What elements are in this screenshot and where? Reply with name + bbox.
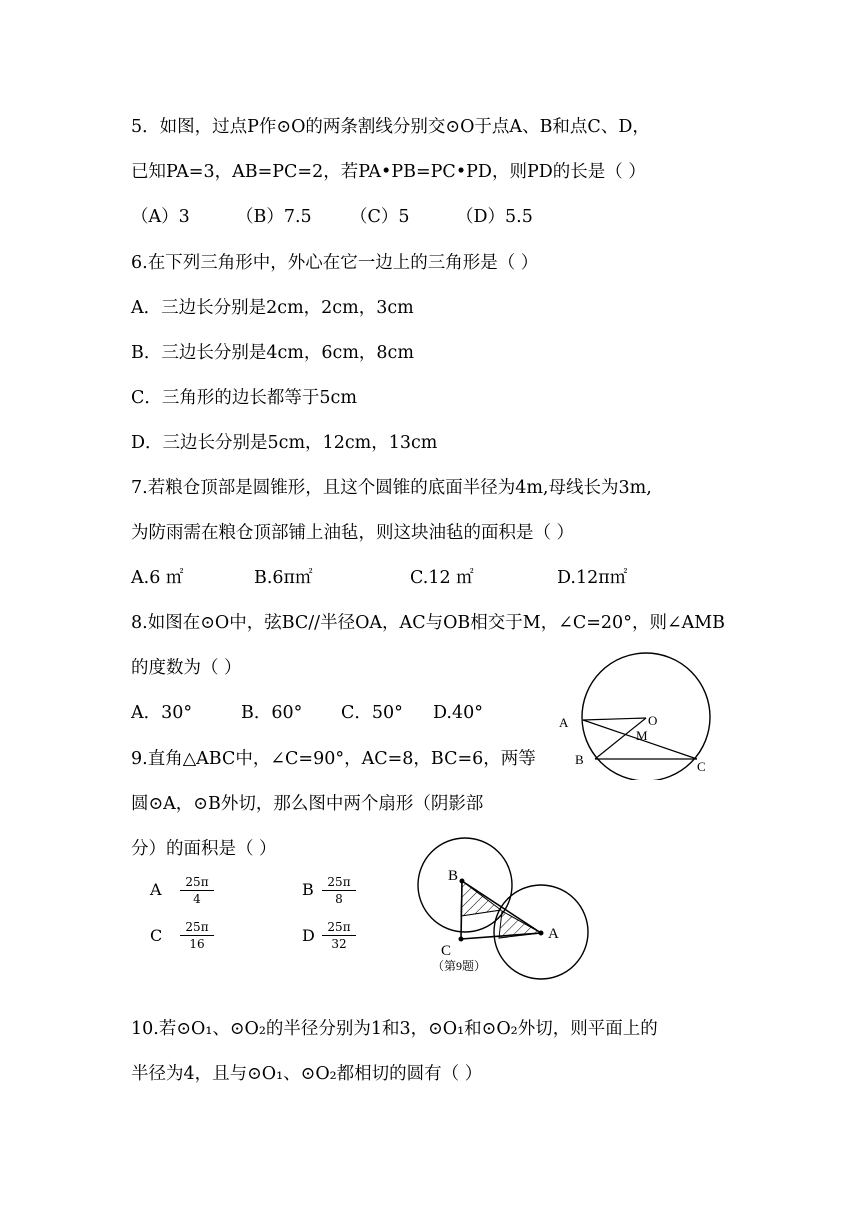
q8-radius-oa: [583, 718, 646, 720]
q8-option-b: B．60°: [241, 703, 303, 723]
q7-stem-line-2: 为防雨需在粮仓顶部铺上油毡，则这块油毡的面积是（ ）: [131, 523, 575, 543]
q9-option-b-denominator: 8: [335, 892, 343, 906]
q9-sector-b: [461, 881, 501, 916]
q5-option-c: （C）5: [350, 207, 410, 227]
q9-point-b: [460, 879, 465, 884]
q5-option-b: （B）7.5: [236, 207, 312, 227]
q8-label-o: O: [648, 713, 658, 728]
q5-stem-line-1: 5．如图，过点P作⊙O的两条割线分别交⊙O于点A、B和点C、D，: [131, 117, 650, 137]
q8-option-d: D.40°: [433, 703, 483, 723]
q9-option-d-fraction: [322, 920, 356, 951]
q7-option-a: A.6 ㎡: [131, 568, 184, 588]
q9-option-a-fraction: [180, 875, 214, 906]
q9-option-c-letter: C: [150, 926, 163, 945]
q8-label-a: A: [559, 715, 569, 730]
q7-option-b: B.6π㎡: [254, 568, 313, 588]
q6-option-a: A．三边长分别是2cm，2cm，3cm: [131, 298, 414, 318]
q9-option-b-numerator: 25π: [322, 875, 356, 891]
q8-label-b: B: [575, 752, 584, 767]
q8-label-m: M: [636, 728, 648, 743]
q9-option-c-fraction: [180, 920, 214, 951]
q7-option-d: D.12π㎡: [557, 568, 628, 588]
q9-tangent-circles-figure: [410, 830, 600, 990]
q9-option-d-denominator: 32: [331, 937, 347, 951]
q8-option-a: A．30°: [131, 703, 193, 723]
q9-caption: （第9题）: [432, 959, 487, 973]
q9-option-a-letter: A: [150, 880, 162, 899]
q9-stem-line-1: 9.直角△ABC中，∠C=90°，AC=8，BC=6，两等: [131, 749, 536, 769]
q9-option-d-numerator: 25π: [322, 920, 356, 936]
q6-option-b: B．三边长分别是4cm，6cm，8cm: [131, 343, 414, 363]
q6-stem: 6.在下列三角形中，外心在它一边上的三角形是（ ）: [131, 253, 539, 273]
q6-option-d: D．三边长分别是5cm，12cm，13cm: [131, 433, 438, 453]
q9-side-bc: [461, 881, 462, 939]
q9-label-b: B: [448, 868, 459, 884]
q5-option-d: （D）5.5: [456, 207, 533, 227]
q9-stem-line-3: 分）的面积是（ ）: [131, 839, 277, 859]
q9-option-a-numerator: 25π: [180, 875, 214, 891]
q10-stem-line-1: 10.若⊙O₁、⊙O₂的半径分别为1和3，⊙O₁和⊙O₂外切，则平面上的: [131, 1019, 658, 1039]
q9-option-b-letter: B: [302, 880, 314, 899]
q5-option-a: （A）3: [131, 207, 190, 227]
q9-option-d-letter: D: [302, 926, 315, 945]
q7-stem-line-1: 7.若粮仓顶部是圆锥形，且这个圆锥的底面半径为4m,母线长为3m,: [131, 478, 652, 498]
q9-point-c: [459, 937, 464, 942]
q8-stem-line-1: 8.如图在⊙O中，弦BC//半径OA，AC与OB相交于M，∠C=20°，则∠AMB: [131, 613, 726, 633]
q8-circle-figure: [550, 630, 730, 780]
q9-option-b-fraction: [322, 875, 356, 906]
q9-label-c: C: [441, 943, 452, 959]
q8-option-c: C．50°: [341, 703, 403, 723]
q6-option-c: C．三角形的边长都等于5cm: [131, 388, 357, 408]
q7-option-c: C.12 ㎡: [410, 568, 474, 588]
q8-circle: [582, 653, 710, 780]
q9-point-a: [539, 931, 544, 936]
q9-option-c-numerator: 25π: [180, 920, 214, 936]
q9-label-a: A: [548, 926, 559, 942]
q8-label-c: C: [697, 759, 706, 774]
q10-stem-line-2: 半径为4，且与⊙O₁、⊙O₂都相切的圆有（ ）: [131, 1064, 483, 1084]
q8-stem-line-2: 的度数为（ ）: [131, 658, 242, 678]
q9-stem-line-2: 圆⊙A，⊙B外切，那么图中两个扇形（阴影部: [131, 794, 484, 814]
q9-option-a-denominator: 4: [193, 892, 201, 906]
q5-stem-line-2: 已知PA=3，AB=PC=2，若PA•PB=PC•PD，则PD的长是（ ）: [131, 162, 646, 182]
q9-option-c-denominator: 16: [189, 937, 205, 951]
